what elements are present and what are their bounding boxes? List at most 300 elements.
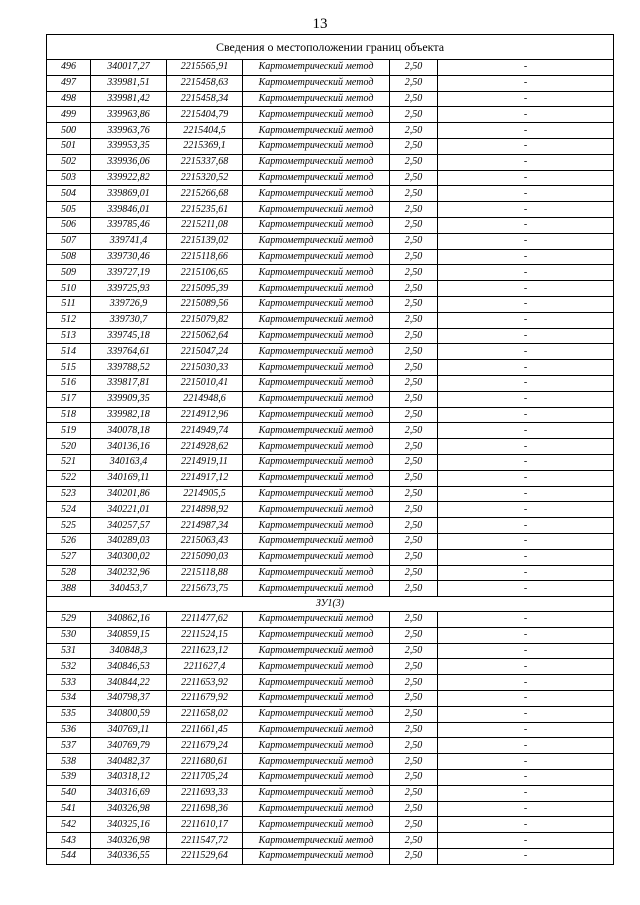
- x-coordinate-cell: 340221,01: [91, 502, 167, 518]
- description-cell: -: [438, 296, 614, 312]
- method-cell: Картометрический метод: [243, 170, 390, 186]
- point-number-cell: 517: [47, 391, 91, 407]
- description-cell: -: [438, 659, 614, 675]
- accuracy-cell: 2,50: [390, 643, 438, 659]
- method-cell: Картометрический метод: [243, 470, 390, 486]
- y-coordinate-cell: 2214905,5: [167, 486, 243, 502]
- y-coordinate-cell: 2215030,33: [167, 360, 243, 376]
- accuracy-cell: 2,50: [390, 154, 438, 170]
- y-coordinate-cell: 2215090,03: [167, 549, 243, 565]
- section-row: [47, 597, 614, 612]
- table-row: [47, 770, 614, 786]
- accuracy-cell: 2,50: [390, 60, 438, 76]
- point-number-cell: 538: [47, 754, 91, 770]
- x-coordinate-cell: 340769,79: [91, 738, 167, 754]
- accuracy-cell: 2,50: [390, 202, 438, 218]
- x-coordinate-cell: 340232,96: [91, 565, 167, 581]
- description-cell: -: [438, 817, 614, 833]
- description-cell: -: [438, 281, 614, 297]
- description-cell: -: [438, 439, 614, 455]
- description-cell: -: [438, 328, 614, 344]
- description-cell: -: [438, 233, 614, 249]
- description-cell: -: [438, 470, 614, 486]
- method-cell: Картометрический метод: [243, 817, 390, 833]
- accuracy-cell: 2,50: [390, 296, 438, 312]
- y-coordinate-cell: 2215010,41: [167, 375, 243, 391]
- table-row: [47, 612, 614, 628]
- description-cell: -: [438, 186, 614, 202]
- table-row: [47, 849, 614, 865]
- point-number-cell: 531: [47, 643, 91, 659]
- table-row: [47, 549, 614, 565]
- table-row: [47, 170, 614, 186]
- method-cell: Картометрический метод: [243, 312, 390, 328]
- table-row: [47, 533, 614, 549]
- y-coordinate-cell: 2215266,68: [167, 186, 243, 202]
- x-coordinate-cell: 340846,53: [91, 659, 167, 675]
- method-cell: Картометрический метод: [243, 691, 390, 707]
- description-cell: -: [438, 344, 614, 360]
- table-row: [47, 312, 614, 328]
- point-number-cell: 529: [47, 612, 91, 628]
- x-coordinate-cell: 339981,51: [91, 75, 167, 91]
- accuracy-cell: 2,50: [390, 312, 438, 328]
- point-number-cell: 498: [47, 91, 91, 107]
- y-coordinate-cell: 2215079,82: [167, 312, 243, 328]
- x-coordinate-cell: 339725,93: [91, 281, 167, 297]
- description-cell: -: [438, 123, 614, 139]
- point-number-cell: 542: [47, 817, 91, 833]
- y-coordinate-cell: 2214898,92: [167, 502, 243, 518]
- y-coordinate-cell: 2211623,12: [167, 643, 243, 659]
- description-cell: -: [438, 217, 614, 233]
- table-row: [47, 423, 614, 439]
- x-coordinate-cell: 340848,3: [91, 643, 167, 659]
- x-coordinate-cell: 339764,61: [91, 344, 167, 360]
- method-cell: Картометрический метод: [243, 296, 390, 312]
- accuracy-cell: 2,50: [390, 754, 438, 770]
- method-cell: Картометрический метод: [243, 360, 390, 376]
- x-coordinate-cell: 340800,59: [91, 706, 167, 722]
- accuracy-cell: 2,50: [390, 233, 438, 249]
- method-cell: Картометрический метод: [243, 123, 390, 139]
- accuracy-cell: 2,50: [390, 407, 438, 423]
- y-coordinate-cell: 2215062,64: [167, 328, 243, 344]
- x-coordinate-cell: 340769,11: [91, 722, 167, 738]
- x-coordinate-cell: 340862,16: [91, 612, 167, 628]
- point-number-cell: 497: [47, 75, 91, 91]
- table-row: [47, 265, 614, 281]
- point-number-cell: 536: [47, 722, 91, 738]
- x-coordinate-cell: 340289,03: [91, 533, 167, 549]
- accuracy-cell: 2,50: [390, 107, 438, 123]
- x-coordinate-cell: 340798,37: [91, 691, 167, 707]
- x-coordinate-cell: 340318,12: [91, 770, 167, 786]
- accuracy-cell: 2,50: [390, 612, 438, 628]
- table-row: [47, 722, 614, 738]
- description-cell: -: [438, 502, 614, 518]
- y-coordinate-cell: 2215106,65: [167, 265, 243, 281]
- point-number-cell: 520: [47, 439, 91, 455]
- description-cell: -: [438, 138, 614, 154]
- point-number-cell: 500: [47, 123, 91, 139]
- y-coordinate-cell: 2215673,75: [167, 581, 243, 597]
- table-row: [47, 643, 614, 659]
- table-caption-row: [47, 35, 614, 60]
- y-coordinate-cell: 2211661,45: [167, 722, 243, 738]
- point-number-cell: 537: [47, 738, 91, 754]
- x-coordinate-cell: 340017,27: [91, 60, 167, 76]
- accuracy-cell: 2,50: [390, 249, 438, 265]
- description-cell: -: [438, 754, 614, 770]
- table-row: [47, 691, 614, 707]
- accuracy-cell: 2,50: [390, 217, 438, 233]
- y-coordinate-cell: 2215320,52: [167, 170, 243, 186]
- x-coordinate-cell: 340453,7: [91, 581, 167, 597]
- point-number-cell: 499: [47, 107, 91, 123]
- y-coordinate-cell: 2211477,62: [167, 612, 243, 628]
- description-cell: -: [438, 91, 614, 107]
- x-coordinate-cell: 339869,01: [91, 186, 167, 202]
- method-cell: Картометрический метод: [243, 107, 390, 123]
- accuracy-cell: 2,50: [390, 738, 438, 754]
- method-cell: Картометрический метод: [243, 738, 390, 754]
- table-row: [47, 439, 614, 455]
- point-number-cell: 521: [47, 454, 91, 470]
- y-coordinate-cell: 2215404,79: [167, 107, 243, 123]
- method-cell: Картометрический метод: [243, 154, 390, 170]
- method-cell: Картометрический метод: [243, 706, 390, 722]
- description-cell: -: [438, 265, 614, 281]
- table-row: [47, 470, 614, 486]
- point-number-cell: 505: [47, 202, 91, 218]
- x-coordinate-cell: 339953,35: [91, 138, 167, 154]
- accuracy-cell: 2,50: [390, 518, 438, 534]
- method-cell: Картометрический метод: [243, 533, 390, 549]
- table-row: [47, 659, 614, 675]
- y-coordinate-cell: 2215458,34: [167, 91, 243, 107]
- y-coordinate-cell: 2215458,63: [167, 75, 243, 91]
- description-cell: -: [438, 154, 614, 170]
- method-cell: Картометрический метод: [243, 423, 390, 439]
- accuracy-cell: 2,50: [390, 423, 438, 439]
- table-row: [47, 627, 614, 643]
- table-row: [47, 328, 614, 344]
- table-caption: Сведения о местоположении границ объекта: [47, 35, 614, 60]
- y-coordinate-cell: 2211698,36: [167, 801, 243, 817]
- description-cell: -: [438, 454, 614, 470]
- point-number-cell: 512: [47, 312, 91, 328]
- x-coordinate-cell: 340078,18: [91, 423, 167, 439]
- point-number-cell: 511: [47, 296, 91, 312]
- accuracy-cell: 2,50: [390, 486, 438, 502]
- y-coordinate-cell: 2211693,33: [167, 785, 243, 801]
- point-number-cell: 502: [47, 154, 91, 170]
- x-coordinate-cell: 340326,98: [91, 833, 167, 849]
- method-cell: Картометрический метод: [243, 202, 390, 218]
- table-row: [47, 581, 614, 597]
- x-coordinate-cell: 339730,7: [91, 312, 167, 328]
- y-coordinate-cell: 2211529,64: [167, 849, 243, 865]
- x-coordinate-cell: 339981,42: [91, 91, 167, 107]
- point-number-cell: 504: [47, 186, 91, 202]
- accuracy-cell: 2,50: [390, 770, 438, 786]
- y-coordinate-cell: 2214928,62: [167, 439, 243, 455]
- y-coordinate-cell: 2215063,43: [167, 533, 243, 549]
- y-coordinate-cell: 2215369,1: [167, 138, 243, 154]
- method-cell: Картометрический метод: [243, 549, 390, 565]
- description-cell: -: [438, 407, 614, 423]
- description-cell: -: [438, 423, 614, 439]
- table-row: [47, 75, 614, 91]
- method-cell: Картометрический метод: [243, 849, 390, 865]
- table-row: [47, 407, 614, 423]
- method-cell: Картометрический метод: [243, 627, 390, 643]
- table-body: [47, 35, 614, 865]
- accuracy-cell: 2,50: [390, 801, 438, 817]
- method-cell: Картометрический метод: [243, 391, 390, 407]
- x-coordinate-cell: 339726,9: [91, 296, 167, 312]
- table-row: [47, 375, 614, 391]
- point-number-cell: 527: [47, 549, 91, 565]
- table-row: [47, 186, 614, 202]
- table-row: [47, 738, 614, 754]
- point-number-cell: 503: [47, 170, 91, 186]
- y-coordinate-cell: 2215404,5: [167, 123, 243, 139]
- x-coordinate-cell: 339982,18: [91, 407, 167, 423]
- description-cell: -: [438, 770, 614, 786]
- table-row: [47, 706, 614, 722]
- accuracy-cell: 2,50: [390, 659, 438, 675]
- point-number-cell: 516: [47, 375, 91, 391]
- method-cell: Картометрический метод: [243, 281, 390, 297]
- description-cell: -: [438, 486, 614, 502]
- point-number-cell: 525: [47, 518, 91, 534]
- y-coordinate-cell: 2215047,24: [167, 344, 243, 360]
- table-row: [47, 249, 614, 265]
- table-row: [47, 91, 614, 107]
- x-coordinate-cell: 340316,69: [91, 785, 167, 801]
- accuracy-cell: 2,50: [390, 785, 438, 801]
- point-number-cell: 513: [47, 328, 91, 344]
- y-coordinate-cell: 2211679,92: [167, 691, 243, 707]
- page-number: 13: [312, 16, 328, 32]
- y-coordinate-cell: 2211653,92: [167, 675, 243, 691]
- x-coordinate-cell: 340257,57: [91, 518, 167, 534]
- method-cell: Картометрический метод: [243, 643, 390, 659]
- description-cell: -: [438, 360, 614, 376]
- point-number-cell: 534: [47, 691, 91, 707]
- table-row: [47, 817, 614, 833]
- y-coordinate-cell: 2214912,96: [167, 407, 243, 423]
- y-coordinate-cell: 2214919,11: [167, 454, 243, 470]
- x-coordinate-cell: 339785,46: [91, 217, 167, 233]
- method-cell: Картометрический метод: [243, 138, 390, 154]
- accuracy-cell: 2,50: [390, 722, 438, 738]
- method-cell: Картометрический метод: [243, 328, 390, 344]
- table-row: [47, 518, 614, 534]
- point-number-cell: 507: [47, 233, 91, 249]
- description-cell: -: [438, 312, 614, 328]
- point-number-cell: 518: [47, 407, 91, 423]
- x-coordinate-cell: 339727,19: [91, 265, 167, 281]
- x-coordinate-cell: 339936,06: [91, 154, 167, 170]
- point-number-cell: 524: [47, 502, 91, 518]
- table-row: [47, 833, 614, 849]
- x-coordinate-cell: 339963,86: [91, 107, 167, 123]
- table-row: [47, 454, 614, 470]
- point-number-cell: 522: [47, 470, 91, 486]
- accuracy-cell: 2,50: [390, 470, 438, 486]
- accuracy-cell: 2,50: [390, 439, 438, 455]
- method-cell: Картометрический метод: [243, 833, 390, 849]
- accuracy-cell: 2,50: [390, 281, 438, 297]
- accuracy-cell: 2,50: [390, 565, 438, 581]
- x-coordinate-cell: 340169,11: [91, 470, 167, 486]
- point-number-cell: 510: [47, 281, 91, 297]
- method-cell: Картометрический метод: [243, 217, 390, 233]
- table-row: [47, 233, 614, 249]
- method-cell: Картометрический метод: [243, 265, 390, 281]
- point-number-cell: 530: [47, 627, 91, 643]
- method-cell: Картометрический метод: [243, 75, 390, 91]
- accuracy-cell: 2,50: [390, 360, 438, 376]
- accuracy-cell: 2,50: [390, 627, 438, 643]
- x-coordinate-cell: 339730,46: [91, 249, 167, 265]
- x-coordinate-cell: 340201,86: [91, 486, 167, 502]
- table-row: [47, 202, 614, 218]
- method-cell: Картометрический метод: [243, 375, 390, 391]
- y-coordinate-cell: 2211658,02: [167, 706, 243, 722]
- x-coordinate-cell: 339922,82: [91, 170, 167, 186]
- description-cell: -: [438, 170, 614, 186]
- point-number-cell: 540: [47, 785, 91, 801]
- point-number-cell: 496: [47, 60, 91, 76]
- table-row: [47, 281, 614, 297]
- x-coordinate-cell: 339846,01: [91, 202, 167, 218]
- accuracy-cell: 2,50: [390, 375, 438, 391]
- y-coordinate-cell: 2211705,24: [167, 770, 243, 786]
- accuracy-cell: 2,50: [390, 170, 438, 186]
- x-coordinate-cell: 340163,4: [91, 454, 167, 470]
- accuracy-cell: 2,50: [390, 454, 438, 470]
- table-row: [47, 344, 614, 360]
- description-cell: -: [438, 785, 614, 801]
- point-number-cell: 523: [47, 486, 91, 502]
- point-number-cell: 526: [47, 533, 91, 549]
- point-number-cell: 543: [47, 833, 91, 849]
- method-cell: Картометрический метод: [243, 344, 390, 360]
- y-coordinate-cell: 2214917,12: [167, 470, 243, 486]
- table-row: [47, 675, 614, 691]
- table-row: [47, 138, 614, 154]
- y-coordinate-cell: 2215118,66: [167, 249, 243, 265]
- y-coordinate-cell: 2214949,74: [167, 423, 243, 439]
- accuracy-cell: 2,50: [390, 691, 438, 707]
- point-number-cell: 501: [47, 138, 91, 154]
- method-cell: Картометрический метод: [243, 233, 390, 249]
- table-row: [47, 785, 614, 801]
- point-number-cell: 533: [47, 675, 91, 691]
- description-cell: -: [438, 849, 614, 865]
- y-coordinate-cell: 2211679,24: [167, 738, 243, 754]
- point-number-cell: 506: [47, 217, 91, 233]
- x-coordinate-cell: 339817,81: [91, 375, 167, 391]
- table-row: [47, 754, 614, 770]
- x-coordinate-cell: 340336,55: [91, 849, 167, 865]
- method-cell: Картометрический метод: [243, 407, 390, 423]
- description-cell: -: [438, 801, 614, 817]
- description-cell: -: [438, 706, 614, 722]
- method-cell: Картометрический метод: [243, 60, 390, 76]
- point-number-cell: 532: [47, 659, 91, 675]
- y-coordinate-cell: 2214987,34: [167, 518, 243, 534]
- accuracy-cell: 2,50: [390, 675, 438, 691]
- description-cell: -: [438, 675, 614, 691]
- method-cell: Картометрический метод: [243, 754, 390, 770]
- x-coordinate-cell: 340136,16: [91, 439, 167, 455]
- x-coordinate-cell: 340300,02: [91, 549, 167, 565]
- y-coordinate-cell: 2215235,61: [167, 202, 243, 218]
- x-coordinate-cell: 339788,52: [91, 360, 167, 376]
- y-coordinate-cell: 2215139,02: [167, 233, 243, 249]
- y-coordinate-cell: 2211610,17: [167, 817, 243, 833]
- table-row: [47, 801, 614, 817]
- boundary-coordinates-table: [46, 34, 614, 865]
- accuracy-cell: 2,50: [390, 75, 438, 91]
- point-number-cell: 515: [47, 360, 91, 376]
- y-coordinate-cell: 2215565,91: [167, 60, 243, 76]
- description-cell: -: [438, 738, 614, 754]
- accuracy-cell: 2,50: [390, 265, 438, 281]
- method-cell: Картометрический метод: [243, 785, 390, 801]
- method-cell: Картометрический метод: [243, 581, 390, 597]
- method-cell: Картометрический метод: [243, 675, 390, 691]
- method-cell: Картометрический метод: [243, 801, 390, 817]
- accuracy-cell: 2,50: [390, 549, 438, 565]
- x-coordinate-cell: 339745,18: [91, 328, 167, 344]
- table-row: [47, 123, 614, 139]
- point-number-cell: 514: [47, 344, 91, 360]
- accuracy-cell: 2,50: [390, 391, 438, 407]
- x-coordinate-cell: 339741,4: [91, 233, 167, 249]
- description-cell: -: [438, 833, 614, 849]
- accuracy-cell: 2,50: [390, 344, 438, 360]
- accuracy-cell: 2,50: [390, 502, 438, 518]
- description-cell: -: [438, 249, 614, 265]
- method-cell: Картометрический метод: [243, 612, 390, 628]
- accuracy-cell: 2,50: [390, 123, 438, 139]
- description-cell: -: [438, 549, 614, 565]
- accuracy-cell: 2,50: [390, 849, 438, 865]
- table-row: [47, 107, 614, 123]
- accuracy-cell: 2,50: [390, 138, 438, 154]
- method-cell: Картометрический метод: [243, 249, 390, 265]
- description-cell: -: [438, 565, 614, 581]
- accuracy-cell: 2,50: [390, 581, 438, 597]
- accuracy-cell: 2,50: [390, 706, 438, 722]
- table-row: [47, 296, 614, 312]
- description-cell: -: [438, 375, 614, 391]
- description-cell: -: [438, 627, 614, 643]
- y-coordinate-cell: 2215211,08: [167, 217, 243, 233]
- table-row: [47, 217, 614, 233]
- description-cell: -: [438, 533, 614, 549]
- method-cell: Картометрический метод: [243, 91, 390, 107]
- method-cell: Картометрический метод: [243, 186, 390, 202]
- table-row: [47, 360, 614, 376]
- accuracy-cell: 2,50: [390, 186, 438, 202]
